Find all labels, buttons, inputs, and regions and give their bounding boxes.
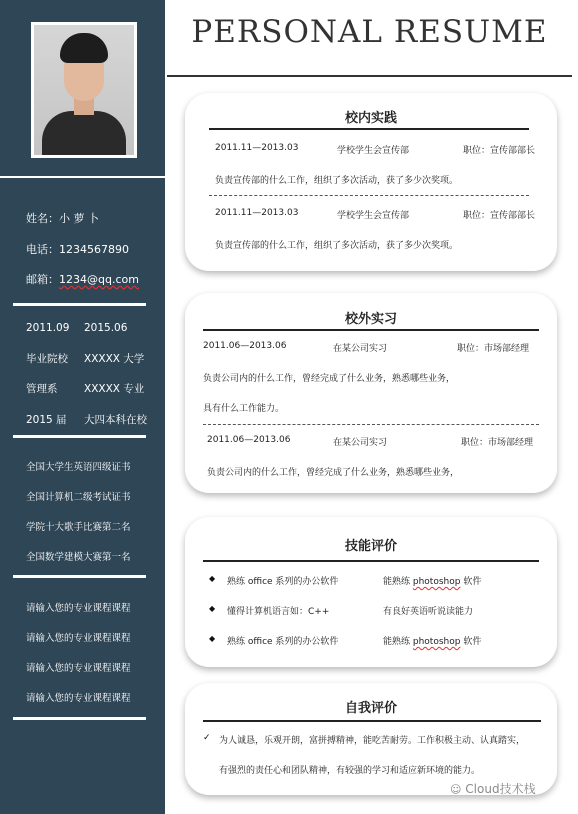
entry-desc: 负责宣传部的什么工作，组织了多次活动，获了多少次奖项。 <box>215 241 459 251</box>
entry-org: 学校学生会宣传部 <box>337 146 410 156</box>
diamond-bullet-icon: ◆ <box>209 574 216 583</box>
sidebar-divider <box>13 717 146 720</box>
entry-desc: 负责公司内的什么工作，曾经完成了什么业务，熟悉哪些业务， <box>203 374 456 384</box>
entry-period: 2011.11—2013.03 <box>215 208 299 218</box>
sidebar-divider <box>13 435 146 438</box>
section-title: 校内实践 <box>344 111 397 126</box>
edu-row: 毕业院校 XXXXX 大学 <box>26 353 145 365</box>
entry-period: 2011.11—2013.03 <box>215 143 299 153</box>
entry-org: 在某公司实习 <box>333 344 388 354</box>
diamond-bullet-icon: ◆ <box>209 634 216 643</box>
self-evaluation-card <box>185 683 557 795</box>
skill-item: 能熟练 photoshop 软件 <box>383 637 482 647</box>
entry-org: 在某公司实习 <box>333 438 388 448</box>
entry-desc: 负责公司内的什么工作，曾经完成了什么业务，熟悉哪些业务， <box>207 468 460 478</box>
section-underline <box>209 128 529 130</box>
skill-item: 熟练 office 系列的办公软件 <box>227 637 339 647</box>
edu-row: 管理系 XXXXX 专业 <box>26 383 145 395</box>
wechat-icon: ☺ <box>450 783 462 796</box>
watermark: ☺ Cloud技术栈 <box>450 782 536 796</box>
skill-item: 懂得计算机语言如：C++ <box>227 607 330 617</box>
campus-practice-card <box>185 93 557 271</box>
sidebar-divider <box>0 176 165 178</box>
course-item: 请输入您的专业课程课程 <box>26 663 131 674</box>
skills-card <box>185 517 557 667</box>
edu-row: 2011.09 2015.06 <box>26 322 128 334</box>
page-title: PERSONAL RESUME <box>191 14 548 50</box>
entry-role: 职位：市场部经理 <box>461 438 534 448</box>
email-text: 邮箱：1234@qq.com <box>26 273 139 286</box>
course-item: 请输入您的专业课程课程 <box>26 693 131 704</box>
title-underline <box>167 75 572 77</box>
section-underline <box>203 329 539 331</box>
certificate-item: 全国数学建模大赛第一名 <box>26 552 131 563</box>
certificate-item: 全国计算机二级考试证书 <box>26 492 131 503</box>
skill-item: 熟练 office 系列的办公软件 <box>227 577 339 587</box>
name-text: 姓名：小 萝 卜 <box>26 212 99 225</box>
entry-role: 职位：宣传部部长 <box>463 146 536 156</box>
checkmark-icon: ✓ <box>203 733 211 743</box>
entry-divider <box>203 424 539 425</box>
section-underline <box>203 560 539 562</box>
entry-period: 2011.06—2013.06 <box>203 341 287 351</box>
entry-period: 2011.06—2013.06 <box>207 435 291 445</box>
skill-item: 能熟练 photoshop 软件 <box>383 577 482 587</box>
email-link[interactable]: 1234@qq.com <box>59 273 139 286</box>
entry-divider <box>209 195 529 196</box>
section-title: 校外实习 <box>344 312 397 327</box>
certificate-item: 学院十大歌手比赛第二名 <box>26 522 131 533</box>
edu-row: 2015 届 大四本科在校 <box>26 414 147 426</box>
section-underline <box>203 720 541 722</box>
portrait-image <box>34 25 134 155</box>
skill-item: 有良好英语听说读能力 <box>383 607 474 617</box>
entry-role: 职位：市场部经理 <box>457 344 530 354</box>
entry-desc: 具有什么工作能力。 <box>203 404 285 414</box>
course-item: 请输入您的专业课程课程 <box>26 633 131 644</box>
entry-desc: 负责宣传部的什么工作，组织了多次活动，获了多少次奖项。 <box>215 176 459 186</box>
self-eval-line: 有强烈的责任心和团队精神，有较强的学习和适应新环境的能力。 <box>219 766 481 776</box>
section-title: 自我评价 <box>344 701 397 716</box>
self-eval-line: 为人诚恳，乐观开朗，富拼搏精神，能吃苦耐劳。工作积极主动、认真踏实， <box>219 736 526 746</box>
section-title: 技能评价 <box>344 539 397 554</box>
course-item: 请输入您的专业课程课程 <box>26 603 131 614</box>
sidebar-divider <box>13 303 146 306</box>
profile-photo <box>31 22 137 158</box>
certificate-item: 全国大学生英语四级证书 <box>26 462 131 473</box>
sidebar <box>0 0 165 814</box>
entry-role: 职位：宣传部部长 <box>463 211 536 221</box>
entry-org: 学校学生会宣传部 <box>337 211 410 221</box>
phone-text: 电话：1234567890 <box>26 243 129 256</box>
internship-card <box>185 293 557 493</box>
diamond-bullet-icon: ◆ <box>209 604 216 613</box>
sidebar-divider <box>13 575 146 578</box>
